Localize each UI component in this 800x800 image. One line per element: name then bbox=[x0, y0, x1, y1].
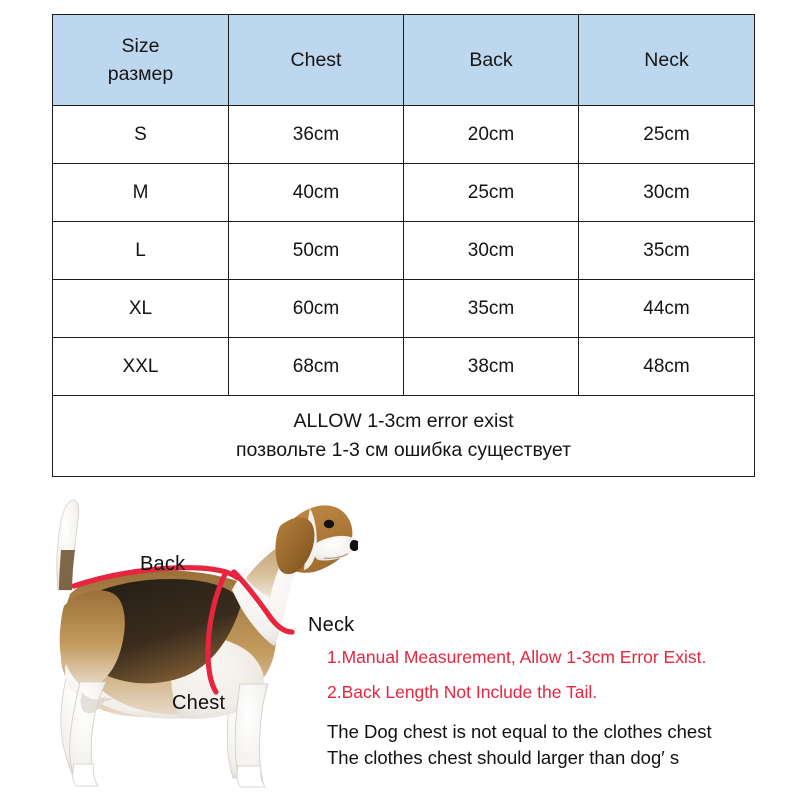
label-back: Back bbox=[140, 553, 186, 575]
note-dog-chest-vs-clothes: The Dog chest is not equal to the clothes chest bbox=[327, 720, 712, 742]
column-header-size-ru: размер bbox=[107, 63, 174, 85]
column-header-chest-label: Chest bbox=[290, 48, 342, 71]
column-header-chest bbox=[229, 15, 404, 106]
label-neck: Neck bbox=[308, 614, 355, 636]
cell-neck: 35cm bbox=[579, 222, 755, 280]
cell-back: 38cm bbox=[404, 338, 579, 396]
column-header-back-label: Back bbox=[469, 48, 513, 71]
cell-chest: 50cm bbox=[229, 222, 404, 280]
cell-neck: 30cm bbox=[579, 164, 755, 222]
cell-neck: 48cm bbox=[579, 338, 755, 396]
table-row bbox=[53, 106, 755, 164]
cell-back: 25cm bbox=[404, 164, 579, 222]
error-note-en: ALLOW 1-3cm error exist bbox=[293, 409, 514, 432]
cell-chest: 36cm bbox=[229, 106, 404, 164]
error-tolerance-note bbox=[53, 396, 755, 477]
cell-size: S bbox=[53, 106, 229, 164]
cell-neck: 44cm bbox=[579, 280, 755, 338]
notes-black-block bbox=[327, 719, 789, 772]
table-row bbox=[53, 338, 755, 396]
cell-chest: 60cm bbox=[229, 280, 404, 338]
table-header bbox=[53, 15, 755, 106]
error-note-ru: позвольте 1-3 см ошибка существует bbox=[235, 439, 572, 461]
note-manual-measurement: 1.Manual Measurement, Allow 1-3cm Error Exist. bbox=[327, 647, 707, 667]
cell-back: 30cm bbox=[404, 222, 579, 280]
table-row bbox=[53, 164, 755, 222]
cell-back: 20cm bbox=[404, 106, 579, 164]
column-header-size-en: Size bbox=[121, 34, 160, 57]
cell-chest: 40cm bbox=[229, 164, 404, 222]
table-footer-row bbox=[53, 396, 755, 477]
column-header-neck bbox=[579, 15, 755, 106]
dog-illustration bbox=[18, 486, 358, 796]
note-back-length: 2.Back Length Not Include the Tail. bbox=[327, 682, 598, 703]
cell-back: 35cm bbox=[404, 280, 579, 338]
table-row bbox=[53, 280, 755, 338]
cell-neck: 25cm bbox=[579, 106, 755, 164]
column-header-neck-label: Neck bbox=[644, 48, 689, 71]
dog-measurement-diagram bbox=[18, 486, 358, 796]
table-header-row bbox=[53, 15, 755, 106]
cell-size: XL bbox=[53, 280, 229, 338]
column-header-size bbox=[53, 15, 229, 106]
size-chart-table bbox=[52, 14, 755, 477]
table-row bbox=[53, 222, 755, 280]
column-header-back bbox=[404, 15, 579, 106]
cell-size: M bbox=[53, 164, 229, 222]
table-footer bbox=[53, 396, 755, 477]
label-chest: Chest bbox=[172, 692, 226, 714]
notes-block bbox=[327, 648, 789, 771]
cell-chest: 68cm bbox=[229, 338, 404, 396]
table-body bbox=[53, 106, 755, 396]
cell-size: XXL bbox=[53, 338, 229, 396]
note-clothes-chest-larger: The clothes chest should larger than dog′ s bbox=[327, 747, 680, 769]
cell-size: L bbox=[53, 222, 229, 280]
